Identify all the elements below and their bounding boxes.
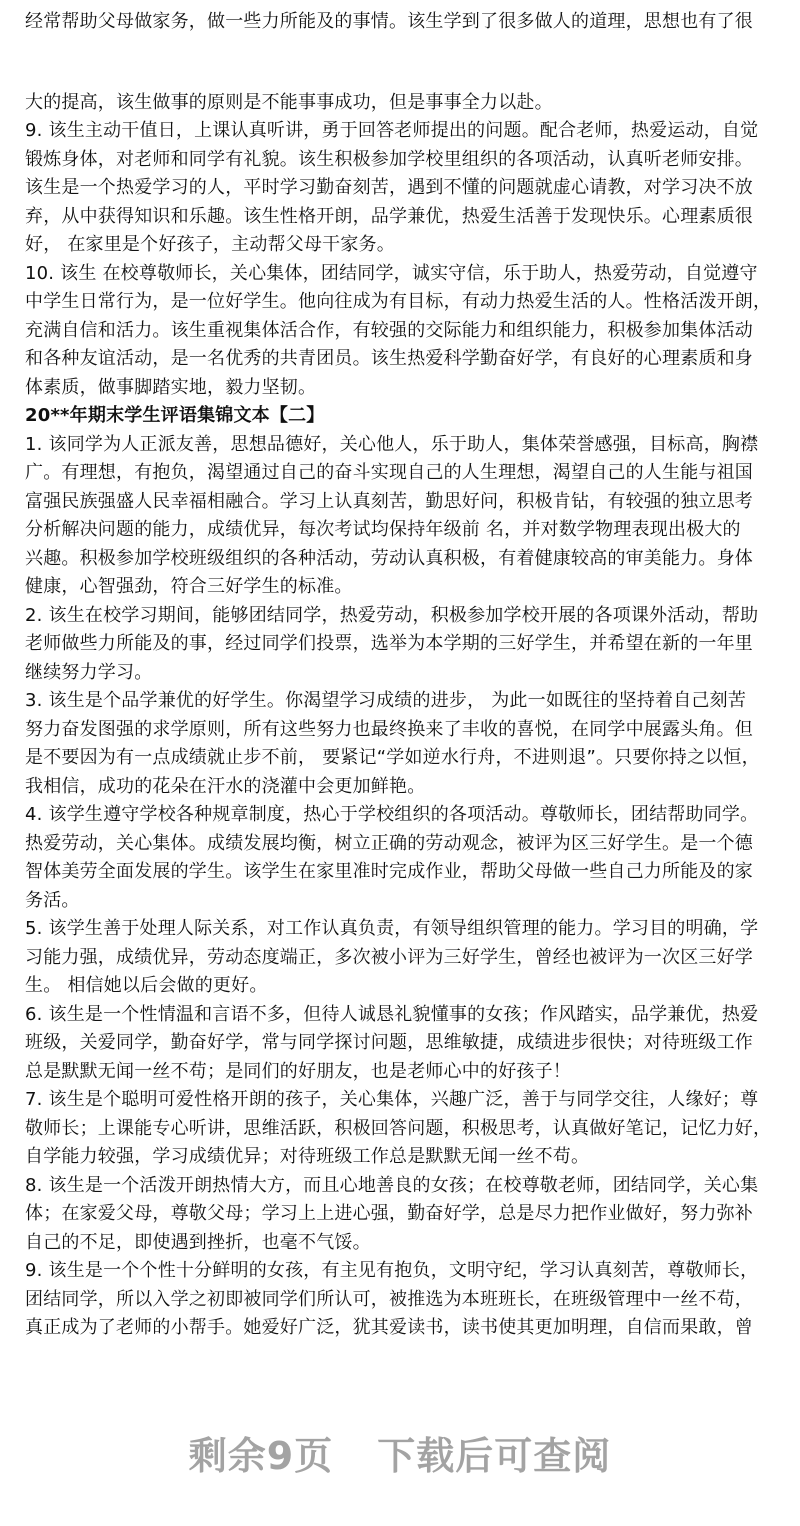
download-prompt[interactable]	[0, 1425, 800, 1480]
text-line: 经常帮助父母做家务，做一些力所能及的事情。该生学到了很多做人的道理，思想也有了很	[25, 11, 753, 32]
download-to-view-label[interactable]: 下载后可查阅	[377, 1434, 612, 1478]
text-line: 分析解决问题的能力，成绩优异，每次考试均保持年级前 名，并对数学物理表现出极大的	[25, 519, 741, 540]
text-line: 该生是一个热爱学习的人，平时学习勤奋刻苦，遇到不懂的问题就虚心请教，对学习决不放	[25, 177, 753, 198]
page-break-gap	[25, 37, 785, 89]
text-line: 1. 该同学为人正派友善，思想品德好，关心他人，乐于助人，集体荣誉感强，目标高，胸襟	[25, 433, 759, 455]
text-line: 2. 该生在校学习期间，能够团结同学，热爱劳动，积极参加学校开展的各项课外活动，帮助	[25, 604, 759, 626]
text-line: 兴趣。积极参加学校班级组织的各种活动，劳动认真积极，有着健康较高的审美能力。身体	[25, 547, 753, 569]
text-line: 8. 该生是一个活泼开朗热情大方，而且心地善良的女孩；在校尊敬老师，团结同学，关心集	[25, 1174, 759, 1196]
text-line: 9. 该生主动干值日，上课认真听讲，勇于回答老师提出的问题。配合老师，热爱运动，自觉	[25, 120, 759, 141]
text-line: 体素质，做事脚踏实地，毅力坚韧。	[25, 376, 317, 398]
text-line: 充满自信和活力。该生重视集体活合作，有较强的交际能力和组织能力，积极参加集体活动	[25, 319, 753, 341]
text-line: 团结同学，所以入学之初即被同学们所认可，被推选为本班班长，在班级管理中一丝不苟，	[25, 1288, 753, 1310]
text-line: 热爱劳动，关心集体。成绩发展均衡，树立正确的劳动观念，被评为区三好学生。是一个德	[25, 832, 753, 854]
text-line: 老师做些力所能及的事，经过同学们投票，选举为本学期的三好学生，并希望在新的一年里	[25, 633, 753, 654]
text-line: 务活。	[25, 889, 80, 911]
text-line: 班级，关爱同学，勤奋好学，常与同学探讨问题，思维敏捷，成绩进步很快；对待班级工作	[25, 1032, 753, 1053]
section-one-comments	[25, 89, 785, 403]
section-heading: 20**年期末学生评语集锦文本【二】	[25, 405, 325, 426]
text-line: 努力奋发图强的求学原则，所有这些努力也最终换来了丰收的喜悦，在同学中展露头角。但	[25, 718, 753, 740]
page-top-fragment	[25, 8, 785, 37]
section-two-comments	[25, 431, 785, 1343]
text-line: 生。 相信她以后会做的更好。	[25, 975, 268, 996]
text-line: 锻炼身体，对老师和同学有礼貌。该生积极参加学校里组织的各项活动，认真听老师安排。	[25, 148, 753, 170]
text-line: 智体美劳全面发展的学生。该学生在家里准时完成作业，帮助父母做一些自己力所能及的家	[25, 861, 753, 882]
text-line: 3. 该生是个品学兼优的好学生。你渴望学习成绩的进步， 为此一如既往的坚持着自己刻苦	[25, 690, 747, 711]
text-line: 总是默默无闻一丝不苟；是同们的好朋友，也是老师心中的好孩子！	[25, 1060, 571, 1082]
text-line: 7. 该生是个聪明可爱性格开朗的孩子，关心集体，兴趣广泛，善于与同学交往，人缘好；尊	[25, 1089, 759, 1110]
text-line: 6. 该生是一个性情温和言语不多，但待人诚恳礼貌懂事的女孩；作风踏实，品学兼优，热爱	[25, 1003, 759, 1025]
text-line: 弃，从中获得知识和乐趣。该生性格开朗，品学兼优，热爱生活善于发现快乐。心理素质很	[25, 205, 753, 227]
text-line: 大的提高，该生做事的原则是不能事事成功，但是事事全力以赴。	[25, 91, 553, 113]
text-line: 好， 在家里是个好孩子，主动帮父母干家务。	[25, 234, 395, 255]
remaining-pages-label[interactable]: 剩余9页	[188, 1434, 334, 1478]
text-line: 敬师长；上课能专心听讲，思维活跃，积极回答问题，积极思考，认真做好笔记，记忆力好，	[25, 1117, 772, 1139]
text-line: 5. 该学生善于处理人际关系，对工作认真负责，有领导组织管理的能力。学习目的明确，学	[25, 918, 759, 939]
text-line: 真正成为了老师的小帮手。她爱好广泛，犹其爱读书，读书使其更加明理，自信而果敢，曾	[25, 1317, 753, 1338]
text-line: 继续努力学习。	[25, 661, 153, 683]
text-line: 习能力强，成绩优异，劳动态度端正，多次被小评为三好学生，曾经也被评为一次区三好学	[25, 946, 753, 968]
text-line: 自己的不足，即使遇到挫折，也毫不气馁。	[25, 1231, 371, 1253]
text-line: 健康，心智强劲，符合三好学生的标准。	[25, 576, 353, 597]
text-line: 9. 该生是一个个性十分鲜明的女孩，有主见有抱负，文明守纪，学习认真刻苦，尊敬师长，	[25, 1260, 759, 1281]
text-line: 10. 该生 在校尊敬师长，关心集体，团结同学，诚实守信，乐于助人，热爱劳动，自觉遵守	[25, 262, 758, 284]
text-line: 广。有理想，有抱负，渴望通过自己的奋斗实现自己的人生理想，渴望自己的人生能与祖国	[25, 462, 753, 483]
text-line: 中学生日常行为，是一位好学生。他向往成为有目标，有动力热爱生活的人。性格活泼开朗，	[25, 291, 772, 312]
text-line: 自学能力较强，学习成绩优异；对待班级工作总是默默无闻一丝不苟。	[25, 1146, 590, 1167]
text-line: 和各种友谊活动，是一名优秀的共青团员。该生热爱科学勤奋好学，有良好的心理素质和身	[25, 348, 753, 369]
text-line: 是不要因为有一点成绩就止步不前， 要紧记“学如逆水行舟，不进则退”。只要你持之以恒，	[25, 747, 760, 768]
text-line: 4. 该学生遵守学校各种规章制度，热心于学校组织的各项活动。尊敬师长，团结帮助同学。	[25, 804, 759, 825]
text-line: 富强民族强盛人民幸福相融合。学习上认真刻苦，勤思好问，积极肯钻，有较强的独立思考	[25, 490, 753, 512]
document-body	[25, 8, 785, 1343]
text-line: 体；在家爱父母，尊敬父母；学习上上进心强，勤奋好学，总是尽力把作业做好，努力弥补	[25, 1203, 753, 1224]
text-line: 我相信，成功的花朵在汗水的浇灌中会更加鲜艳。	[25, 775, 426, 797]
